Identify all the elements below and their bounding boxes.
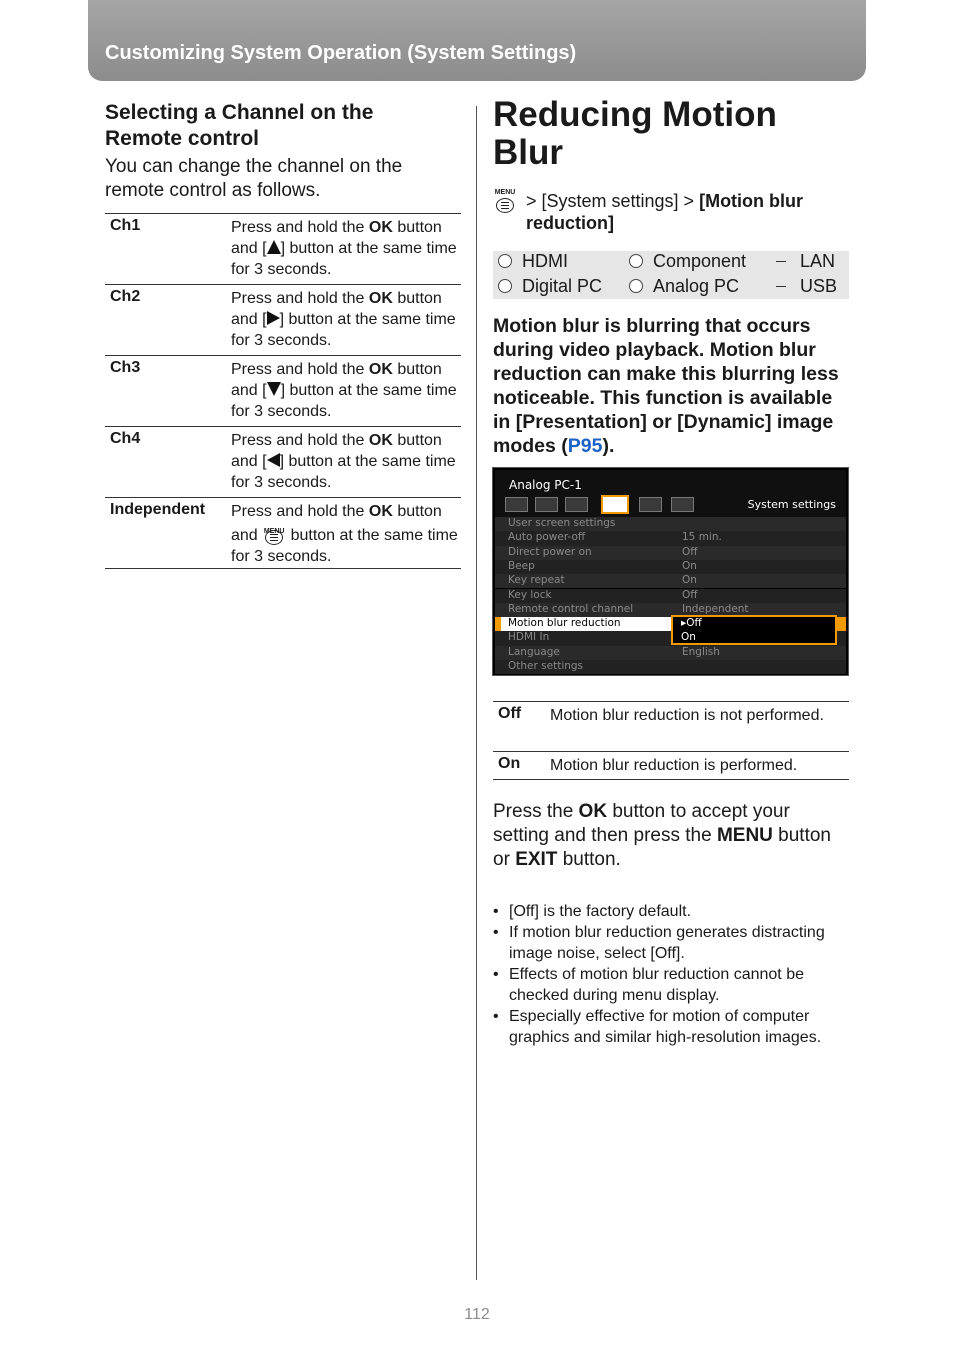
list-item: • Especially effective for motion of computer graphics and similar high-resolution images. <box>493 1006 849 1048</box>
option-value: Motion blur reduction is not performed. <box>550 707 824 724</box>
list-item: • If motion blur reduction generates distracting image noise, select [Off]. <box>493 922 849 964</box>
screen-input-name: Analog PC-1 <box>509 478 582 492</box>
table-row <box>105 427 461 498</box>
menu-screenshot <box>492 467 849 676</box>
input-usb: USB <box>776 276 837 297</box>
option-key: On <box>498 755 521 772</box>
menu-row: HDMI In <box>495 631 846 645</box>
input-component: Component <box>629 251 746 272</box>
table-row <box>105 356 461 427</box>
value-dropdown <box>671 615 837 645</box>
table-row <box>493 752 849 780</box>
up-arrow-icon <box>267 240 281 254</box>
circle-icon <box>498 254 512 268</box>
tab-icon <box>565 497 588 512</box>
left-heading: Selecting a Channel on the Remote control <box>105 101 374 150</box>
channel-label: Ch4 <box>110 430 141 447</box>
channel-table <box>105 213 461 569</box>
input-hdmi: HDMI <box>498 251 568 272</box>
menu-path-text: > [System settings] > [Motion blur reduction] <box>526 191 804 233</box>
input-digital-pc: Digital PC <box>498 276 602 297</box>
table-row <box>105 285 461 356</box>
list-item: • [Off] is the factory default. <box>493 901 849 922</box>
menu-row: Language English <box>495 646 846 660</box>
table-row <box>105 498 461 569</box>
menu-row: Direct power on Off <box>495 546 846 560</box>
menu-row-selected: Motion blur reduction <box>495 617 846 631</box>
tab-icon <box>639 497 662 512</box>
channel-description: Press and hold the OK button and [ ] button at the same time for 3 seconds. <box>231 361 457 420</box>
screen-section-title: System settings <box>747 498 836 511</box>
left-intro: You can change the channel on the remote control as follows. <box>105 156 403 201</box>
channel-description: Press and hold the OK button and [ ] button at the same time for 3 seconds. <box>231 219 457 278</box>
channel-description: Press and hold the OK button and [ ] button at the same time for 3 seconds. <box>231 432 456 491</box>
instruction-text: Press the OK button to accept your setting and then press the MENU button or EXIT button. <box>493 801 831 870</box>
header-title: Customizing System Operation (System Settings) <box>105 42 577 64</box>
input-lan: LAN <box>776 251 835 272</box>
dash-icon <box>776 261 786 262</box>
column-divider <box>476 106 477 1280</box>
tab-icon <box>601 495 629 514</box>
available-inputs <box>493 251 849 299</box>
menu-path <box>493 188 849 236</box>
dropdown-option: On <box>681 631 696 643</box>
channel-label: Ch3 <box>110 359 141 376</box>
channel-label: Ch2 <box>110 288 141 305</box>
option-key: Off <box>498 705 522 722</box>
page-header <box>88 0 866 81</box>
menu-button-icon: MENU <box>262 522 286 546</box>
dash-icon <box>776 286 786 287</box>
tab-icon <box>671 497 694 512</box>
menu-button-icon: MENU <box>493 190 517 214</box>
notes-list <box>493 901 849 1048</box>
dropdown-option: ▸Off <box>681 617 702 629</box>
tab-icon <box>505 497 528 512</box>
menu-row: Beep On <box>495 560 846 574</box>
input-analog-pc: Analog PC <box>629 276 739 297</box>
channel-label: Independent <box>110 501 206 518</box>
option-value: Motion blur reduction is performed. <box>550 757 798 774</box>
page-title: Reducing Motion Blur <box>493 95 777 172</box>
circle-icon <box>629 279 643 293</box>
menu-row: Other settings <box>495 660 846 674</box>
menu-row: User screen settings <box>495 517 846 531</box>
function-description: Motion blur is blurring that occurs during video playback. Motion blur reduction can make this blurring less noticeable. This function is available in [Presentation] or [Dynamic] image modes (P95). <box>493 315 839 457</box>
channel-description: Press and hold the OK button and MENU button at the same time for 3 seconds. <box>231 503 458 565</box>
screen-header <box>495 470 846 518</box>
right-arrow-icon <box>267 311 280 325</box>
selection-marker <box>836 617 846 631</box>
table-row <box>493 702 849 752</box>
menu-row: Key lock Off <box>495 589 846 603</box>
tab-icon <box>535 497 558 512</box>
table-row <box>105 214 461 285</box>
page-number: 112 <box>464 1306 490 1323</box>
channel-description: Press and hold the OK button and [ ] button at the same time for 3 seconds. <box>231 290 456 349</box>
list-item: • Effects of motion blur reduction cannot be checked during menu display. <box>493 964 849 1006</box>
channel-label: Ch1 <box>110 217 141 234</box>
page-link[interactable]: P95 <box>567 435 603 457</box>
menu-row: Remote control channel Independent <box>495 603 846 617</box>
left-arrow-icon <box>267 453 280 467</box>
down-arrow-icon <box>267 382 281 396</box>
menu-row: Key repeat On <box>495 574 846 588</box>
options-table <box>493 701 849 780</box>
selection-marker <box>495 617 501 631</box>
circle-icon <box>498 279 512 293</box>
menu-row: Auto power-off 15 min. <box>495 531 846 545</box>
circle-icon <box>629 254 643 268</box>
